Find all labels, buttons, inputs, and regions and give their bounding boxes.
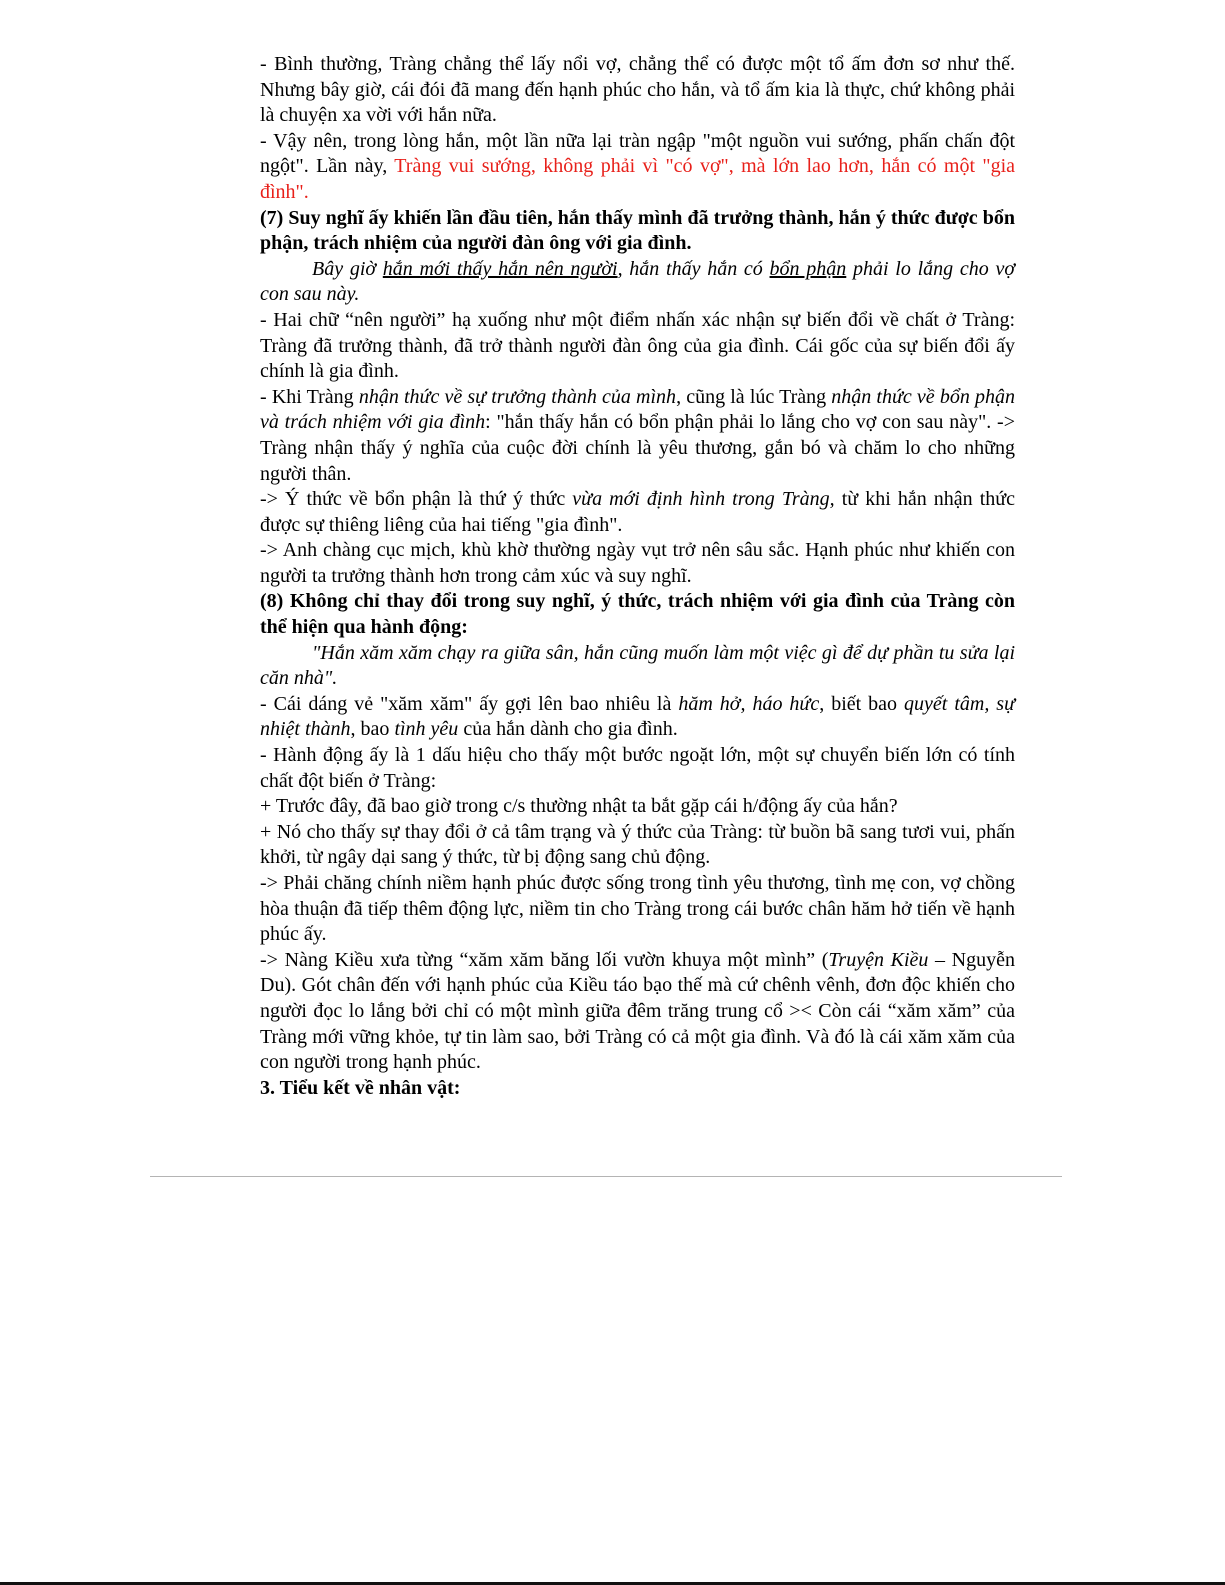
italic-text: Truyện Kiều xyxy=(828,948,929,971)
paragraph: + Nó cho thấy sự thay đổi ở cả tâm trạng và ý thức của Tràng: từ buồn bã sang tươi vui, phấn khởi, từ ngây dại sang ý thức, từ bị động sang chủ động. xyxy=(260,820,1015,869)
page-separator xyxy=(150,1176,1062,1177)
paragraph: - Bình thường, Tràng chẳng thể lấy nổi vợ, chẳng thể có được một tổ ấm đơn sơ như thế. Nhưng bây giờ, cái đói đã mang đến hạnh phúc cho hắn, và tổ ấm kia là thực, chứ không phải là chuyện xa vời với hắn nữa. xyxy=(260,53,1015,127)
text: từ khi hắn nhận thức được sự thiêng liêng của hai tiếng "gia đình". xyxy=(260,488,1016,536)
section-heading-3: 3. Tiểu kết về nhân vật: xyxy=(260,1076,461,1099)
highlighted-text: Tràng vui sướng, không phải vì "có vợ", mà lớn lao hơn, hắn có một "gia đình". xyxy=(260,155,1016,203)
text: – Nguyễn Du). Gót chân đến với hạnh phúc của Kiều táo bạo thế mà cứ chênh vênh, đơn độc khiến cho người đọc lo lắng bởi chỉ có một mình giữa đêm trăng trung cổ >< Còn cái “xăm xăm” của Tràng mới vững khỏe, tự tin làm sao, bởi Tràng có cả một gia đình. Và đó là cái xăm xăm của con người trong hạnh phúc. xyxy=(260,948,1015,1074)
paragraph xyxy=(260,385,1015,487)
paragraph: -> Phải chăng chính niềm hạnh phúc được sống trong tình yêu thương, tình mẹ con, vợ chồng hòa thuận đã tiếp thêm động lực, niềm tin cho Tràng trong cái bước chân hăm hở tiến về hạnh phúc ấy. xyxy=(260,872,1015,946)
italic-text: hăm hở, háo hức xyxy=(678,692,820,715)
text: -> Nàng Kiều xưa từng “xăm xăm băng lối vườn khuya một mình” ( xyxy=(260,948,829,971)
quotation: "Hắn xăm xăm chạy ra giữa sân, hắn cũng muốn làm một việc gì để dự phần tu sửa lại căn nhà". xyxy=(260,641,1015,690)
text: -> Ý thức về bổn phận là thứ ý thức xyxy=(260,488,573,511)
paragraph: + Trước đây, đã bao giờ trong c/s thường nhật ta bắt gặp cái h/động ấy của hắn? xyxy=(260,795,898,818)
paragraph xyxy=(260,129,1015,206)
italic-text: nhận thức về sự trưởng thành của mình xyxy=(358,385,677,408)
italic-text: quyết tâm, sự nhiệt thành xyxy=(260,692,1015,741)
document-body xyxy=(260,52,1015,1101)
text: - Cái dáng vẻ "xăm xăm" ấy gợi lên bao nhiêu là xyxy=(260,692,679,715)
paragraph xyxy=(260,948,1015,1076)
text: , cũng là lúc Tràng xyxy=(676,385,832,408)
text: , biết bao xyxy=(819,692,905,715)
text: : "hắn thấy hắn có bổn phận phải lo lắng cho vợ con sau này". -> Tràng nhận thấy ý nghĩa của cuộc đời chính là yêu thương, gắn bó và chăm lo cho những người thân. xyxy=(260,411,1015,485)
italic-text: nhận thức về bổn phận và trách nhiệm với gia đình xyxy=(260,385,1015,434)
paragraph xyxy=(260,692,1015,743)
text: , bao xyxy=(350,718,395,741)
section-heading-7: (7) Suy nghĩ ấy khiến lần đầu tiên, hắn thấy mình đã trưởng thành, hắn ý thức được bổn phận, trách nhiệm của người đàn ông với gia đình. xyxy=(260,206,1015,255)
paragraph xyxy=(260,487,1015,538)
text: Bây giờ xyxy=(312,257,383,280)
section-heading-8: (8) Không chỉ thay đổi trong suy nghĩ, ý thức, trách nhiệm với gia đình của Tràng còn thể hiện qua hành động: xyxy=(260,590,1015,639)
italic-text: tình yêu xyxy=(394,718,459,741)
italic-text: vừa mới định hình trong Tràng, xyxy=(572,488,835,511)
text: phải lo lắng cho vợ con sau này. xyxy=(260,257,1016,306)
text: - Vậy nên, trong lòng hắn, một lần nữa lại tràn ngập "một nguồn vui sướng, phấn chấn đột ngột". Lần này, xyxy=(260,129,1015,178)
text: của hắn dành cho gia đình. xyxy=(458,718,678,741)
paragraph: -> Anh chàng cục mịch, khù khờ thường ngày vụt trở nên sâu sắc. Hạnh phúc như khiến con người ta trưởng thành hơn trong cảm xúc và suy nghĩ. xyxy=(260,539,1015,587)
paragraph: - Hai chữ “nên người” hạ xuống như một điểm nhấn xác nhận sự biến đổi về chất ở Tràng: Tràng đã trưởng thành, đã trở thành người đàn ông của gia đình. Cái gốc của sự biến đổi ấy chính là gia đình. xyxy=(260,308,1015,383)
text: - Khi Tràng xyxy=(260,385,359,408)
text: , hắn thấy hắn có xyxy=(617,257,770,280)
underlined-text: hắn mới thấy hắn nên người xyxy=(382,257,618,280)
quotation xyxy=(260,257,1015,308)
underlined-text: bổn phận xyxy=(769,257,847,280)
paragraph: - Hành động ấy là 1 dấu hiệu cho thấy một bước ngoặt lớn, một sự chuyển biến lớn có tính chất đột biến ở Tràng: xyxy=(260,744,1015,792)
